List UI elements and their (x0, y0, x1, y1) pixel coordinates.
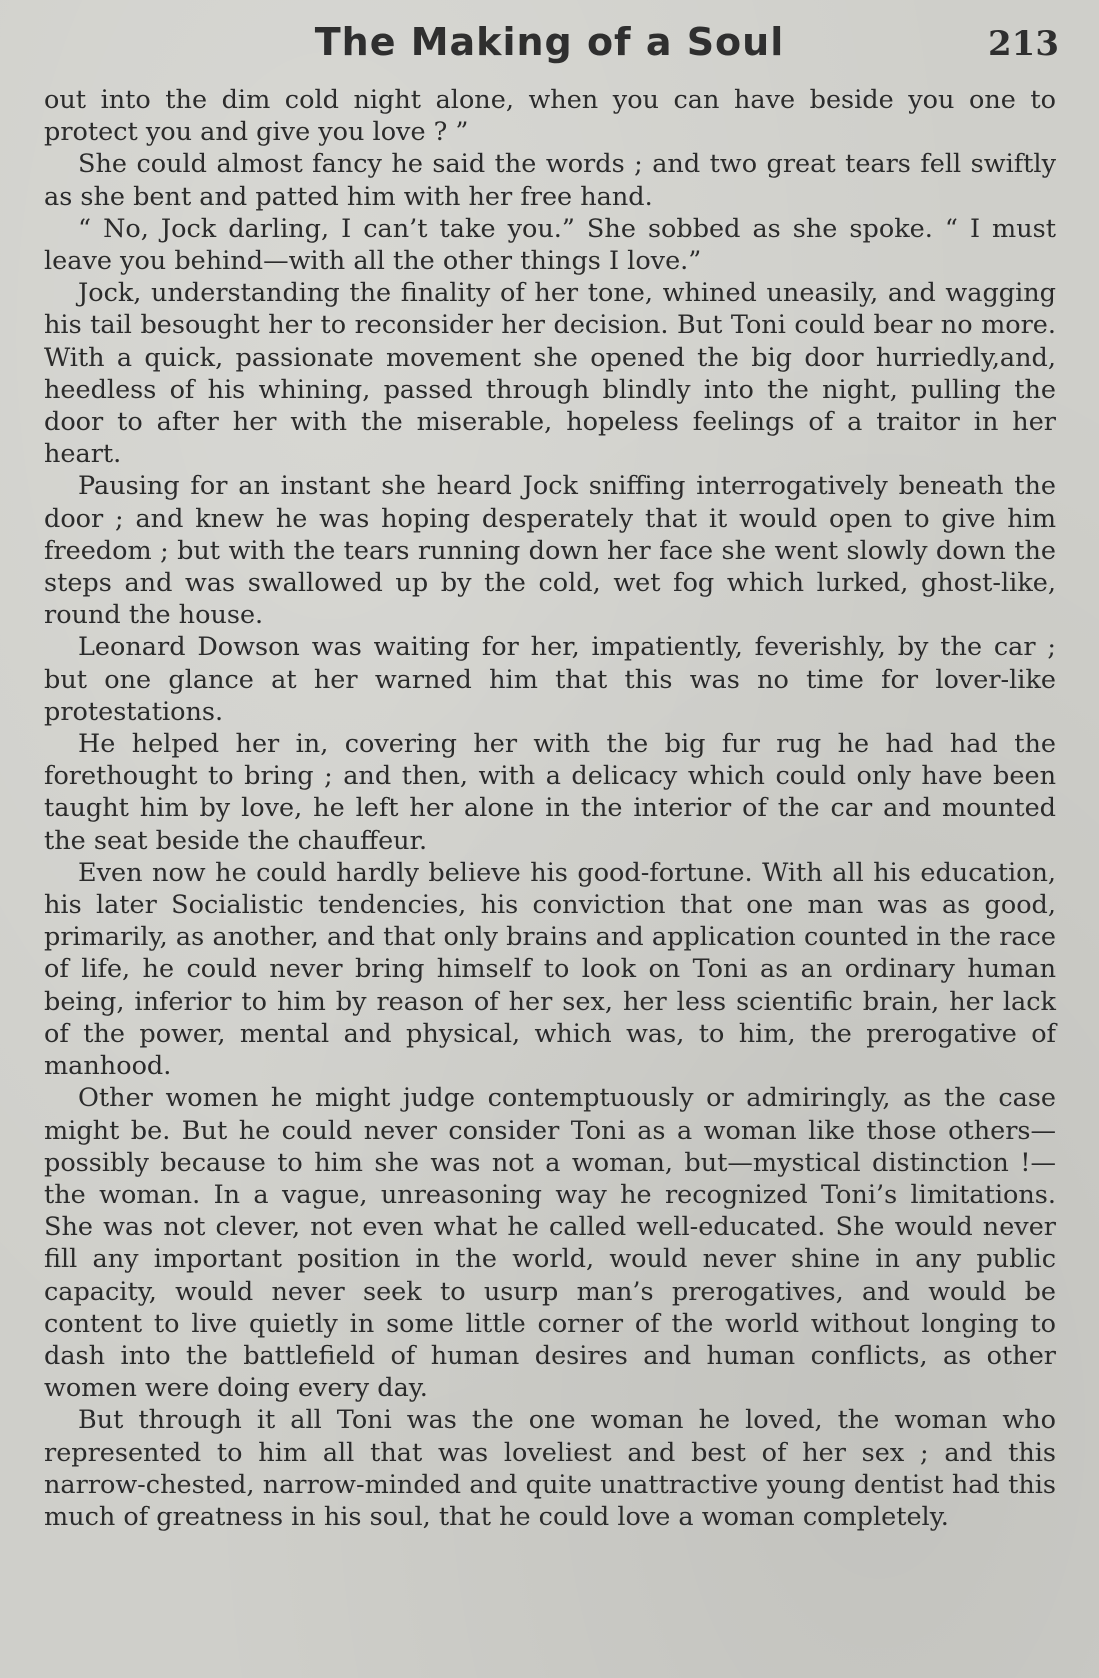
paragraph: She could almost fancy he said the words ; and two great tears fell swiftly as she bent and patted him with her free hand. (44, 149, 1056, 212)
paragraph: “ No, Jock darling, I can’t take you.” She sobbed as she spoke. “ I must leave you behind—with all the other things I love.” (44, 213, 1056, 277)
page-header (0, 14, 1099, 74)
paragraph: Jock, understanding the finality of her tone, whined uneasily, and wagging his tail besought her to reconsider her decision. But Toni could bear no more. With a quick, passionate movement she opened the big door hurriedly,and, heedless of his whining, passed through blindly into the night, pulling the door to after her with the miserable, hopeless feelings of a traitor in her heart. (44, 278, 1056, 470)
paragraph: Leonard Dowson was waiting for her, impatiently, feverishly, by the car ; but one glance at her warned him that this was no time for lover-like protestations. (44, 632, 1056, 727)
paragraph: Even now he could hardly believe his good-fortune. With all his education, his later Socialistic tendencies, his conviction that one man was as good, primarily, as another, and that only brains and application counted in the race of life, he could never bring himself to look on Toni as an ordinary human being, inferior to him by reason of her sex, her less scientific brain, her lack of the power, mental and physical, which was, to him, the prerogative of manhood. (44, 857, 1056, 1082)
paragraph: Other women he might judge contemptuously or admiringly, as the case might be. But he could never consider Toni as a woman like those others—possibly because to him she was not a woman, but—mystical distinction !—the woman. In a vague, unreasoning way he recognized Toni’s limitations. She was not clever, not even what he called well-educated. She would never fill any important position in the world, would never shine in any public capacity, would never seek to usurp man’s prerogatives, and would be content to live quietly in some little corner of the world without longing to dash into the battlefield of human desires and human conflicts, as other women were doing every day. (44, 1083, 1056, 1404)
running-title: The Making of a Soul (314, 20, 785, 64)
body-text (44, 84, 1056, 1533)
paragraph: Pausing for an instant she heard Jock sniffing interrogatively beneath the door ; and knew he was hoping desperately that it would open to give him freedom ; but with the tears running down her face she went slowly down the steps and was swallowed up by the cold, wet fog which lurked, ghost-like, round the house. (44, 471, 1056, 631)
paragraph: He helped her in, covering her with the big fur rug he had had the forethought to bring ; and then, with a delicacy which could only have been taught him by love, he left her alone in the interior of the car and mounted the seat beside the chauffeur. (44, 729, 1056, 856)
paragraph-continued: out into the dim cold night alone, when you can have beside you one to protect you and give you love ? ” (44, 85, 1056, 148)
paragraph: But through it all Toni was the one woman he loved, the woman who represented to him all that was loveliest and best of her sex ; and this narrow-chested, narrow-minded and quite unattractive young dentist had this much of greatness in his soul, that he could love a woman completely. (44, 1405, 1056, 1532)
page-number: 213 (988, 24, 1059, 64)
